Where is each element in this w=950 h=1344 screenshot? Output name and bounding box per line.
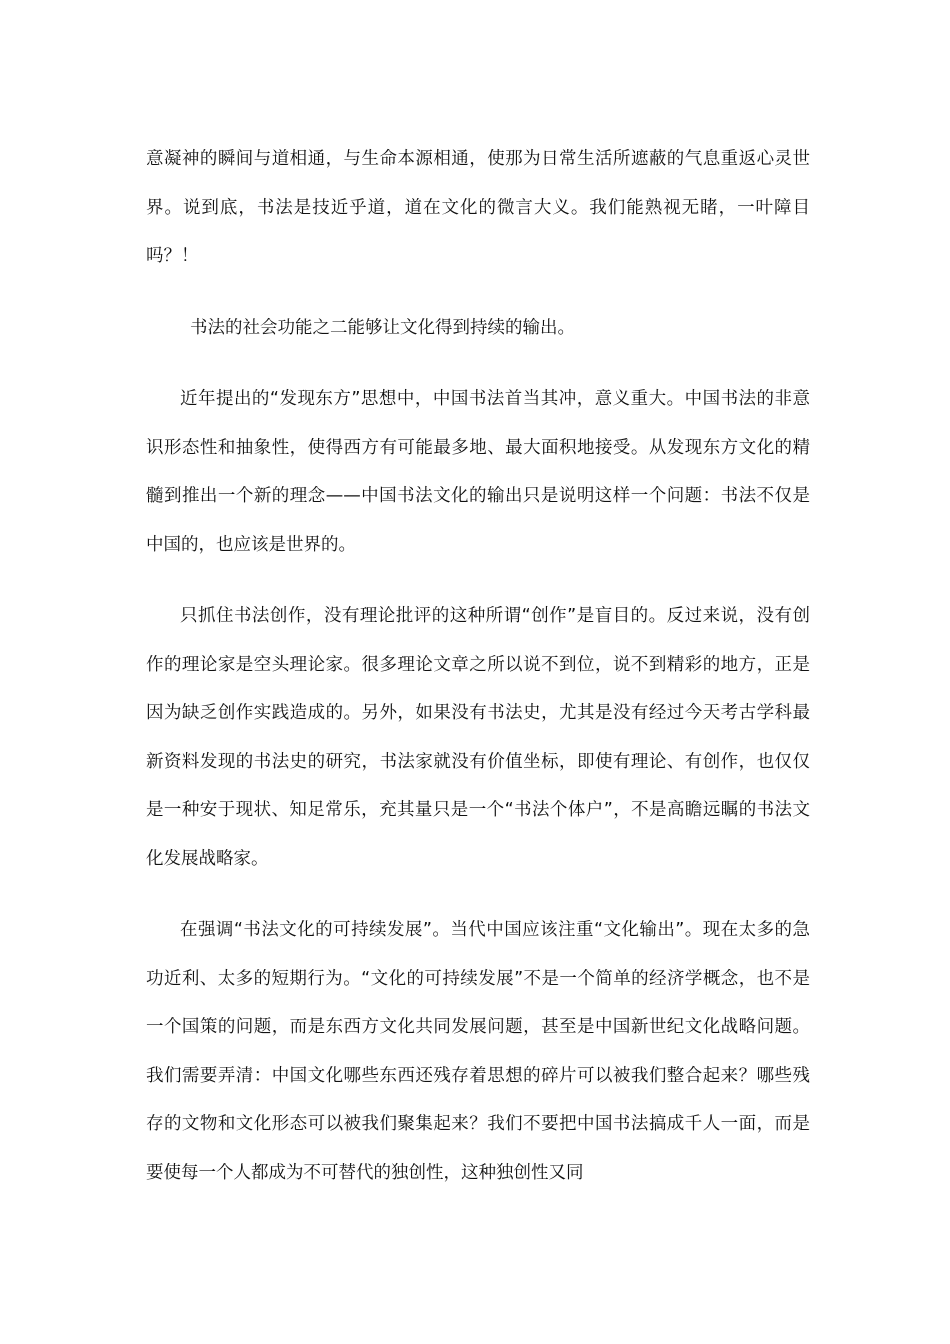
- paragraph-creation-theory: 只抓住书法创作，没有理论批评的这种所谓“创作”是盲目的。反过来说，没有创作的理论家是空头理论家。很多理论文章之所以说不到位，说不到精彩的地方，正是因为缺乏创作实践造成的。另外，如果没有书法史，尤其是没有经过今天考古学科最新资料发现的书法史的研究，书法家就没有价值坐标，即使有理论、有创作，也仅仅是一种安于现状、知足常乐，充其量只是一个“书法个体户”，不是高瞻远瞩的书法文化发展战略家。: [146, 606, 810, 869]
- paragraph-discover-east: 近年提出的“发现东方”思想中，中国书法首当其冲，意义重大。中国书法的非意识形态性和抽象性，使得西方有可能最多地、最大面积地接受。从发现东方文化的精髓到推出一个新的理念——中国书法文化的输出只是说明这样一个问题：书法不仅是中国的，也应该是世界的。: [146, 389, 810, 555]
- paragraph-social-function-heading: 书法的社会功能之二能够让文化得到持续的输出。: [190, 317, 575, 338]
- paragraph-sustainable-development: 在强调“书法文化的可持续发展”。当代中国应该注重“文化输出”。现在太多的急功近利、太多的短期行为。“文化的可持续发展”不是一个简单的经济学概念，也不是一个国策的问题，而是东西方文化共同发展问题，甚至是中国新世纪文化战略问题。我们需要弄清：中国文化哪些东西还残存着思想的碎片可以被我们整合起来？哪些残存的文物和文化形态可以被我们聚集起来？我们不要把中国书法搞成千人一面，而是要使每一个人都成为不可替代的独创性，这种独创性又同: [146, 920, 810, 1183]
- document-body: [146, 135, 810, 1197]
- paragraph-continuation: 意凝神的瞬间与道相通，与生命本源相通，使那为日常生活所遮蔽的气息重返心灵世界。说到底，书法是技近乎道，道在文化的微言大义。我们能熟视无睹，一叶障目吗？！: [146, 149, 810, 266]
